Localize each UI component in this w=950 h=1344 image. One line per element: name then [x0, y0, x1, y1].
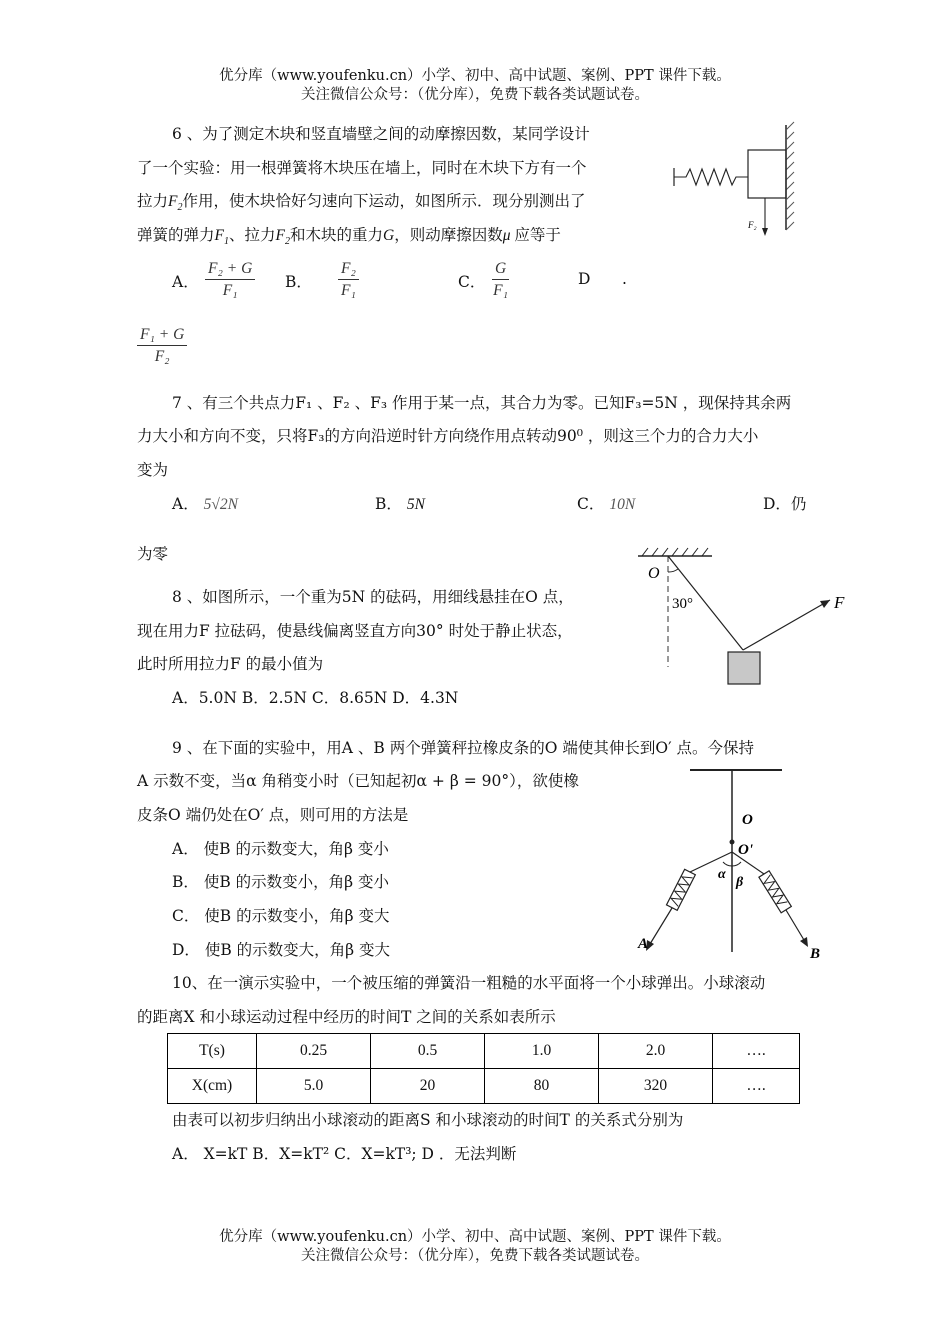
q9-label-o: O — [742, 812, 753, 828]
table-cell: 0.25 — [257, 1034, 371, 1069]
q6-text: 应等于 — [514, 226, 561, 244]
q6-text: 和木块的重力 — [289, 226, 383, 244]
q8-line-3: 此时所用拉力F 的最小值为 — [137, 655, 324, 673]
q9-option-d: D． 使B 的示数变大，角β 变大 — [172, 941, 391, 959]
q9-label-b: B — [810, 946, 821, 962]
q8-label-angle: 30° — [672, 596, 693, 612]
q8-line-1: 8 、如图所示，一个重为5N 的砝码，用细线悬挂在O 点， — [172, 588, 574, 606]
header-line-2: 关注微信公众号：（优分库），免费下载各类试题试卷。 — [301, 87, 649, 103]
table-cell: 20 — [371, 1069, 485, 1104]
q7-option-c: C． 10N — [577, 495, 636, 513]
q7-option-d-continued: 为零 — [137, 545, 169, 563]
q8-label-f: F — [834, 593, 845, 612]
q6-F2: $F_2$ — [275, 227, 290, 248]
q9-figure — [632, 762, 832, 962]
table-cell: 0.5 — [371, 1034, 485, 1069]
q8-options: A．5.0N B．2.5N C．8.65N D．4.3N — [172, 689, 459, 707]
q6-option-b-fraction: $\frac{\text{F₂}}{\text{F₁}}$ — [338, 259, 359, 302]
q8-label-o: O — [648, 565, 660, 582]
q6-line-3 — [137, 191, 586, 218]
table-cell: X(cm) — [168, 1069, 257, 1104]
q9-option-c: C． 使B 的示数变小，角β 变大 — [172, 907, 390, 925]
q6-option-a-fraction: $\frac{\text{F₂ + G}}{\text{F₁}}$ — [205, 259, 255, 302]
q9-option-a: A． 使B 的示数变大，角β 变小 — [172, 840, 389, 858]
q8-line-2: 现在用力F 拉砝码，使悬线偏离竖直方向30° 时处于静止状态， — [137, 622, 573, 640]
q6-spring — [674, 169, 748, 185]
table-cell: T(s) — [168, 1034, 257, 1069]
q6-spring-figure — [668, 120, 798, 240]
q10-line-3: 由表可以初步归纳出小球滚动的距离S 和小球滚动的时间T 的关系式分别为 — [172, 1111, 684, 1129]
footer-line-2: 关注微信公众号：（优分库），免费下载各类试题试卷。 — [301, 1248, 649, 1264]
table-cell: 2.0 — [599, 1034, 713, 1069]
q6-line-4 — [137, 225, 561, 252]
q9-label-o-prime: O' — [738, 842, 753, 858]
table-cell: 5.0 — [257, 1069, 371, 1104]
q6-dot: . — [622, 270, 627, 288]
q6-text: 弹簧的弹力 — [137, 226, 215, 244]
q9-label-beta: β — [736, 875, 744, 890]
q9-line-1: 9 、在下面的实验中，用A 、B 两个弹簧秤拉橡皮条的O 端使其伸长到O′ 点。今保持 — [172, 739, 755, 757]
q8-weight — [728, 652, 760, 684]
table-cell: 320 — [599, 1069, 713, 1104]
q10-options: A． X=kT B．X=kT² C．X=kT³; D ．无法判断 — [172, 1145, 517, 1163]
q7-line-1: 7 、有三个共点力F₁ 、F₂ 、F₃ 作用于某一点，其合力为零。已知F₃=5N ，现保持其余两 — [172, 394, 792, 412]
q10-line-2: 的距离X 和小球运动过程中经历的时间T 之间的关系如表所示 — [137, 1008, 556, 1026]
q7-line-2: 力大小和方向不变，只将F₃的方向沿逆时针方向绕作用点转动90⁰ ，则这三个力的合力大小 — [137, 427, 759, 445]
q8-figure — [630, 542, 860, 690]
q6-G: G — [382, 227, 395, 244]
q9-option-b: B． 使B 的示数变小，角β 变小 — [172, 873, 390, 891]
q7-line-3: 变为 — [137, 461, 169, 479]
table-cell: …. — [713, 1069, 800, 1104]
q6-block — [748, 150, 786, 198]
q6-option-c-fraction: $\frac{G}{\text{F₁}}$ — [493, 260, 509, 299]
q6-line-1: 6 、为了测定木块和竖直墙壁之间的动摩擦因数，某同学设计 — [172, 125, 590, 143]
footer-line-1: 优分库（www.youfenku.cn）小学、初中、高中试题、案例、PPT 课件下载。 — [219, 1229, 731, 1245]
q6-fig-label: F₂ — [748, 220, 757, 230]
q10-line-1: 10、在一演示实验中，一个被压缩的弹簧沿一粗糙的水平面将一个小球弹出。小球滚动 — [172, 974, 766, 992]
q6-option-a-label: A． — [172, 273, 199, 291]
q6-mu: μ — [502, 227, 515, 244]
q6-option-b-label: B． — [285, 273, 312, 291]
q6-text: 、拉力 — [228, 226, 276, 244]
q6-option-d-fraction: $\frac{\text{F₁ + G}}{\text{F₂}}$ — [137, 325, 187, 368]
table-cell: …. — [713, 1034, 800, 1069]
q9-line-2: A 示数不变，当α 角稍变小时（已知起初α + β = 90°），欲使橡 — [137, 772, 579, 790]
q6-option-c-label: C． — [458, 273, 486, 291]
q9-label-a: A — [638, 936, 649, 952]
q6-F1: $F_1$ — [214, 227, 229, 248]
table-cell: 80 — [485, 1069, 599, 1104]
q6-F2: $F_2$ — [168, 193, 183, 214]
table-row — [168, 1069, 800, 1104]
q6-text: 拉力 — [137, 192, 169, 210]
q10-data-table — [167, 1033, 800, 1104]
q7-option-b: B． 5N — [375, 495, 425, 513]
q6-text: 作用，使木块恰好匀速向下运动，如图所示．现分别测出了 — [182, 192, 586, 210]
q8-force-line — [743, 600, 830, 650]
q6-line-2: 了一个实验：用一根弹簧将木块压在墙上，同时在木块下方有一个 — [137, 159, 587, 177]
q6-option-d-label: D — [578, 270, 591, 288]
q7-option-d: D．仍 — [763, 495, 807, 513]
q6-text: ，则动摩擦因数 — [394, 226, 503, 244]
q9-label-alpha: α — [718, 867, 726, 882]
header-line-1: 优分库（www.youfenku.cn）小学、初中、高中试题、案例、PPT 课件下载。 — [219, 68, 731, 84]
table-row — [168, 1034, 800, 1069]
q7-option-a: A． 5√2N — [172, 495, 238, 513]
q9-line-3: 皮条O 端仍处在O′ 点，则可用的方法是 — [137, 806, 409, 824]
table-cell: 1.0 — [485, 1034, 599, 1069]
